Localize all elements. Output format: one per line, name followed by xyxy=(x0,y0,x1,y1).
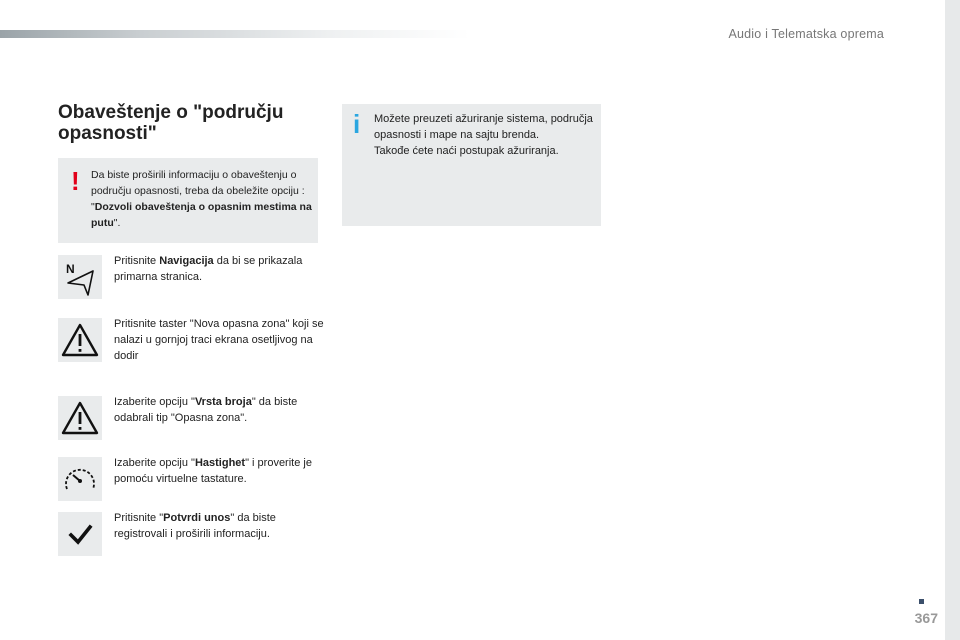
section-title: Obaveštenje o "području opasnosti" xyxy=(58,102,284,144)
header-decor-bar xyxy=(0,30,470,38)
step-text: Pritisnite Navigacija da bi se prikazala primarna stranica. xyxy=(114,255,303,283)
page-number: 367 xyxy=(914,610,938,626)
step-text: Izaberite opciju "Hastighet" i proverite je pomoću virtuelne tastature. xyxy=(114,457,312,485)
step-text: Pritisnite "Potvrdi unos" da biste registrovali i proširili informaciju. xyxy=(114,512,276,540)
page-edge-strip xyxy=(945,0,960,640)
speedometer-icon[interactable] xyxy=(58,457,102,501)
info-note xyxy=(342,104,601,226)
checkmark-icon[interactable] xyxy=(58,512,102,556)
step-text: Izaberite opciju "Vrsta broja" da biste odabrali tip "Opasna zona". xyxy=(114,396,298,424)
warning-triangle-icon[interactable] xyxy=(58,396,102,440)
page-marker xyxy=(919,599,924,604)
warning-text: Da biste proširili informaciju o obaveštenju o području opasnosti, treba da obeležite opciju : "Dozvoli obaveštenja o opasnim mestima na putu". xyxy=(91,169,312,229)
warning-note xyxy=(58,158,318,243)
info-icon: i xyxy=(353,109,361,139)
svg-text:N: N xyxy=(66,262,75,276)
exclamation-icon: ! xyxy=(71,166,80,196)
chapter-header: Audio i Telematska oprema xyxy=(728,27,884,41)
warning-triangle-icon[interactable] xyxy=(58,318,102,362)
navigation-icon[interactable] xyxy=(58,255,102,299)
info-text: Možete preuzeti ažuriranje sistema, područja opasnosti i mape na sajtu brenda. Takođe ćete naći postupak ažuriranja. xyxy=(374,113,593,157)
step-text: Pritisnite taster "Nova opasna zona" koji se nalazi u gornjoj traci ekrana osetljivog na dodir xyxy=(114,318,324,362)
